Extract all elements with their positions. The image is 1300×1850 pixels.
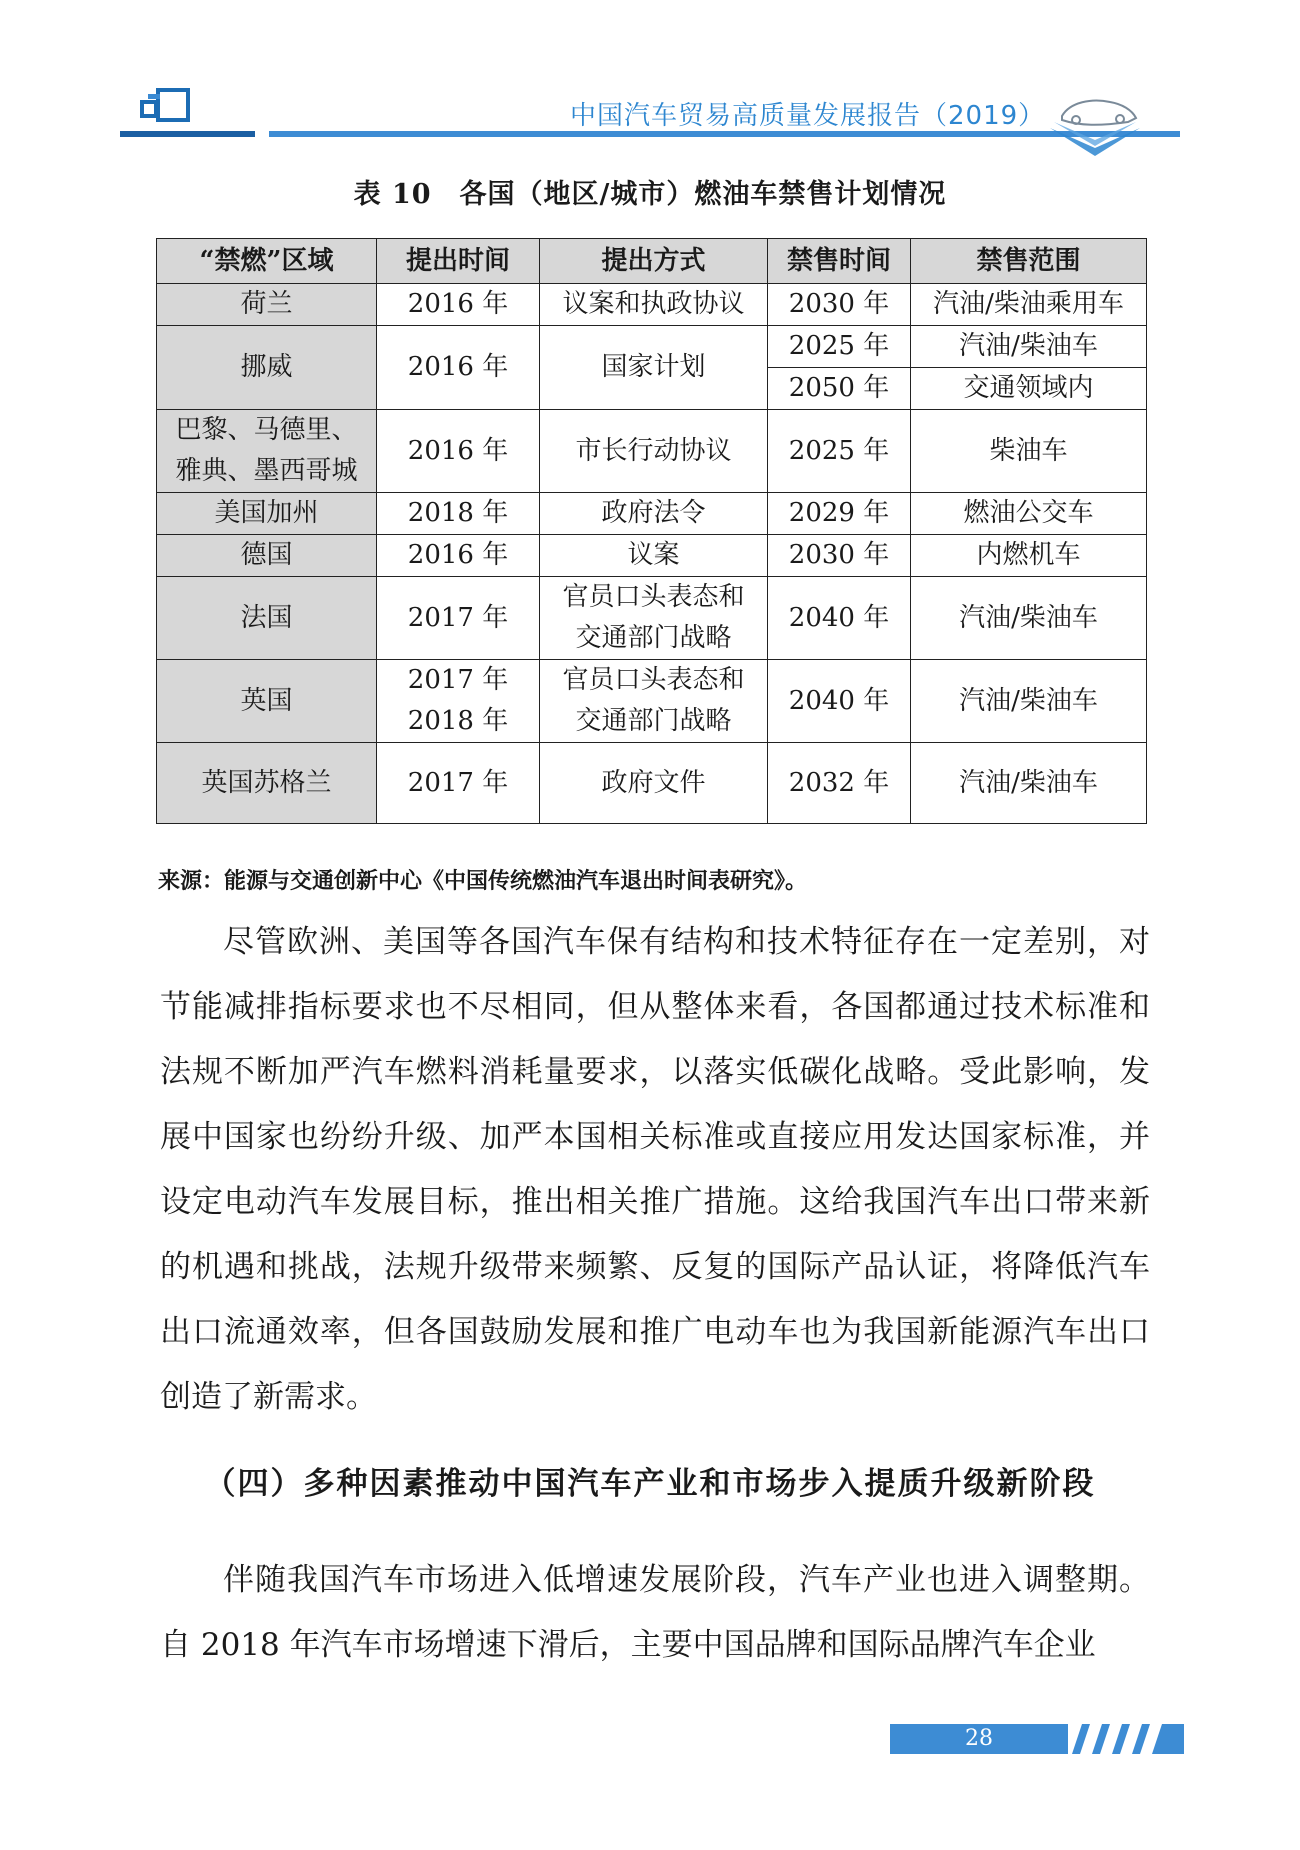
cell-method-line: 官员口头表态和	[562, 665, 745, 695]
table-row	[157, 535, 1147, 577]
table-header-row	[157, 239, 1147, 284]
table-row	[157, 660, 1147, 743]
cell-proposed: 2018 年	[377, 493, 540, 535]
cell-method: 议案	[540, 535, 768, 577]
cell-method-line: 交通部门战略	[575, 706, 732, 736]
cell-region	[157, 410, 377, 493]
body-paragraph-1-text: 尽管欧洲、美国等各国汽车保有结构和技术特征存在一定差别，对节能减排指标要求也不尽相同，但从整体来看，各国都通过技术标准和法规不断加严汽车燃料消耗量要求，以落实低碳化战略。受此影响，发展中国家也纷纷升级、加严本国相关标准或直接应用发达国家标准，并设定电动汽车发展目标，推出相关推广措施。这给我国汽车出口带来新的机遇和挑战，法规升级带来频繁、反复的国际产品认证，将降低汽车出口流通效率，但各国鼓励发展和推广电动车也为我国新能源汽车出口创造了新需求。	[160, 924, 1150, 1415]
cell-ban-time: 2025 年	[768, 326, 911, 368]
cell-method-line: 交通部门战略	[575, 623, 732, 653]
col-header-region: “禁燃”区域	[157, 239, 377, 284]
cell-scope: 汽油/柴油乘用车	[911, 284, 1147, 326]
cell-method	[540, 577, 768, 660]
table-row	[157, 743, 1147, 824]
col-header-ban-time: 禁售时间	[768, 239, 911, 284]
running-header-title: 中国汽车贸易高质量发展报告（2019）	[570, 101, 1046, 131]
cell-region: 英国苏格兰	[157, 743, 377, 824]
cell-ban-time: 2029 年	[768, 493, 911, 535]
cell-method: 政府文件	[540, 743, 768, 824]
header-rule-accent	[120, 131, 255, 137]
header-rule	[120, 131, 1180, 137]
cell-proposed-line: 2018 年	[407, 706, 509, 736]
cell-method: 国家计划	[540, 326, 768, 410]
cell-scope: 汽油/柴油车	[911, 743, 1147, 824]
cell-region: 法国	[157, 577, 377, 660]
cell-region: 挪威	[157, 326, 377, 410]
body-paragraph-2	[160, 1548, 1150, 1678]
col-header-proposed: 提出时间	[377, 239, 540, 284]
cell-proposed: 2016 年	[377, 535, 540, 577]
cell-ban-time: 2025 年	[768, 410, 911, 493]
col-header-method: 提出方式	[540, 239, 768, 284]
cell-proposed: 2016 年	[377, 410, 540, 493]
cell-proposed: 2017 年	[377, 743, 540, 824]
cell-region: 美国加州	[157, 493, 377, 535]
cell-proposed-line: 2017 年	[407, 665, 509, 695]
cell-proposed	[377, 660, 540, 743]
cell-method	[540, 660, 768, 743]
cell-proposed: 2017 年	[377, 577, 540, 660]
cell-ban-time: 2032 年	[768, 743, 911, 824]
cell-region-line: 雅典、墨西哥城	[175, 456, 358, 486]
cell-region: 德国	[157, 535, 377, 577]
header-rule-notch	[255, 131, 269, 137]
table-row	[157, 493, 1147, 535]
cell-region-line: 巴黎、马德里、	[175, 415, 358, 445]
cell-scope: 汽油/柴油车	[911, 660, 1147, 743]
table-row	[157, 410, 1147, 493]
cell-scope: 交通领域内	[911, 368, 1147, 410]
page-number: 28	[965, 1726, 993, 1751]
cell-scope: 汽油/柴油车	[911, 326, 1147, 368]
ban-plan-table	[156, 238, 1147, 824]
cell-method: 议案和执政协议	[540, 284, 768, 326]
cell-ban-time: 2030 年	[768, 535, 911, 577]
cell-proposed: 2016 年	[377, 326, 540, 410]
report-logo-icon	[140, 88, 186, 124]
col-header-scope: 禁售范围	[911, 239, 1147, 284]
cell-ban-time: 2040 年	[768, 660, 911, 743]
table-source-note: 来源：能源与交通创新中心《中国传统燃油汽车退出时间表研究》。	[158, 869, 808, 894]
cell-region: 荷兰	[157, 284, 377, 326]
cell-scope: 柴油车	[911, 410, 1147, 493]
body-paragraph-1	[160, 910, 1150, 1430]
cell-ban-time: 2030 年	[768, 284, 911, 326]
cell-scope: 内燃机车	[911, 535, 1147, 577]
cell-ban-time: 2050 年	[768, 368, 911, 410]
cell-method: 政府法令	[540, 493, 768, 535]
cell-method: 市长行动协议	[540, 410, 768, 493]
table-row	[157, 326, 1147, 368]
table-row	[157, 577, 1147, 660]
cell-method-line: 官员口头表态和	[562, 582, 745, 612]
section-heading: （四）多种因素推动中国汽车产业和市场步入提质升级新阶段	[204, 1466, 1096, 1502]
cell-proposed: 2016 年	[377, 284, 540, 326]
table-caption: 表 10 各国（地区/城市）燃油车禁售计划情况	[353, 179, 947, 210]
cell-region: 英国	[157, 660, 377, 743]
cell-scope: 燃油公交车	[911, 493, 1147, 535]
cell-scope: 汽油/柴油车	[911, 577, 1147, 660]
car-badge-icon	[1040, 90, 1150, 160]
table-row	[157, 284, 1147, 326]
cell-ban-time: 2040 年	[768, 577, 911, 660]
body-paragraph-2-text: 伴随我国汽车市场进入低增速发展阶段，汽车产业也进入调整期。自 2018 年汽车市场增速下滑后，主要中国品牌和国际品牌汽车企业	[160, 1562, 1150, 1663]
footer-stripes-icon	[1064, 1724, 1184, 1754]
